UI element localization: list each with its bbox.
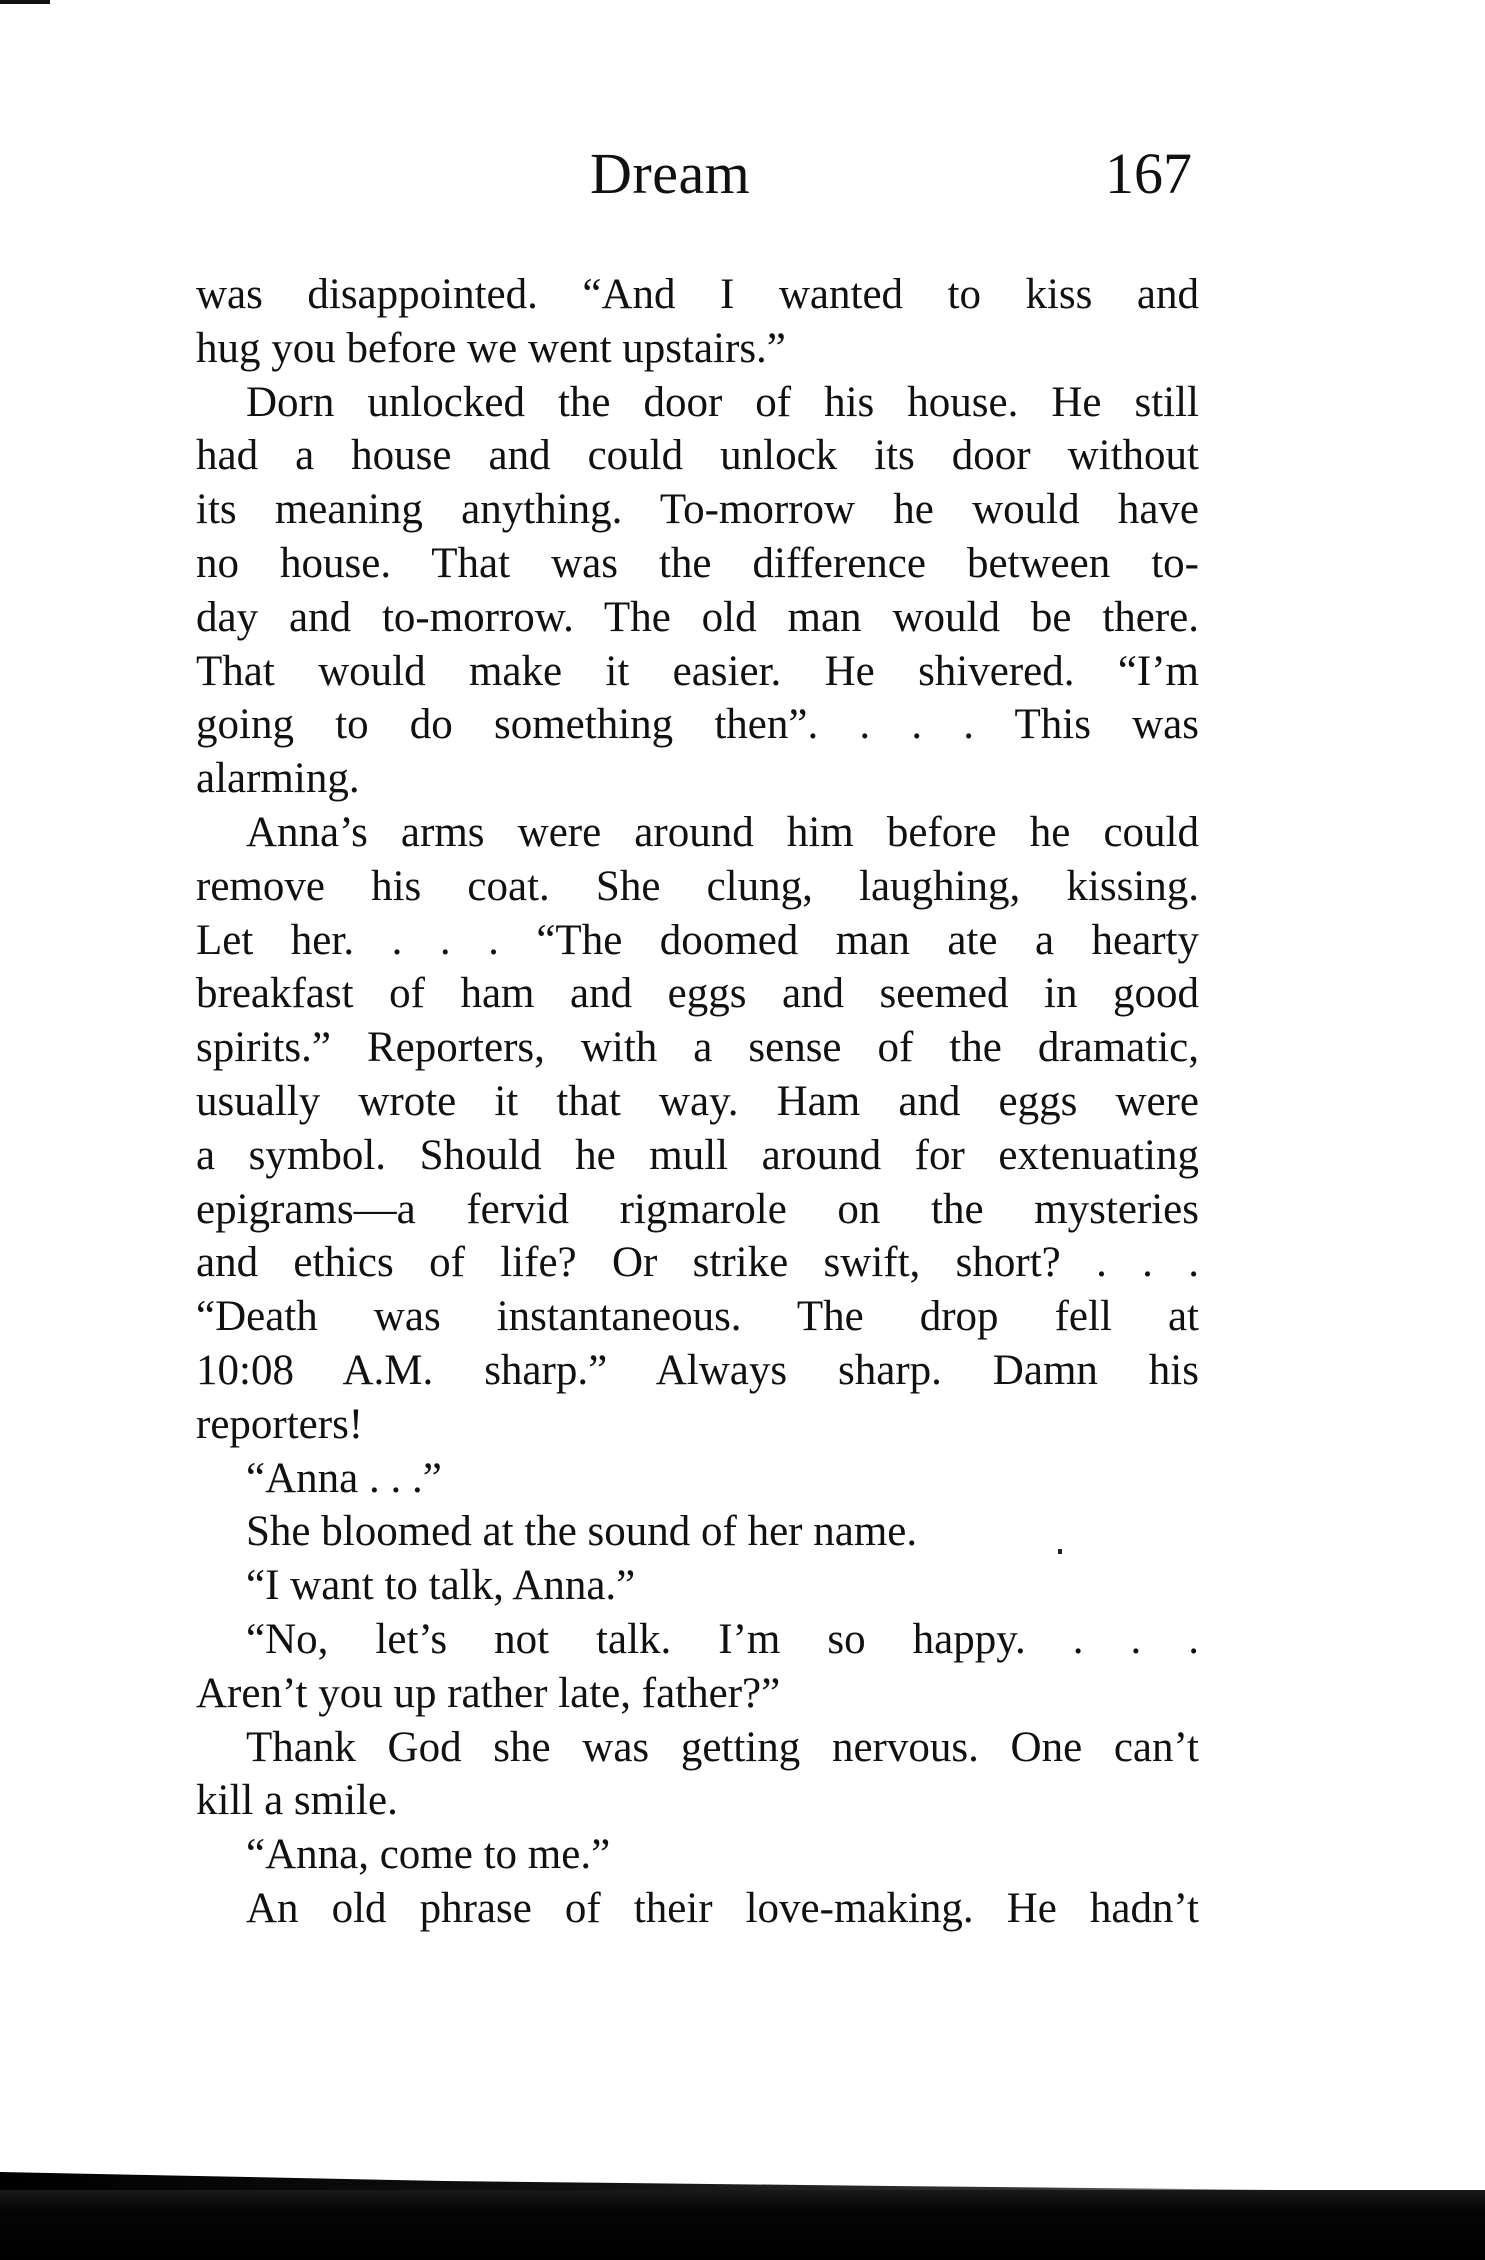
- text-line: hug you before we went upstairs.”: [196, 324, 786, 372]
- text-line: day and to-morrow. The old man would be there.: [196, 593, 1199, 641]
- text-line: Aren’t you up rather late, father?”: [196, 1669, 781, 1717]
- text-line: and ethics of life? Or strike swift, short? . . .: [196, 1239, 1199, 1287]
- text-line: “No, let’s not talk. I’m so happy. . . .: [246, 1615, 1199, 1663]
- stray-ink-mark: [1058, 1549, 1062, 1554]
- text-line: That would make it easier. He shivered. “I’m: [196, 647, 1199, 695]
- text-line: “Death was instantaneous. The drop fell at: [196, 1293, 1199, 1341]
- text-line: breakfast of ham and eggs and seemed in good: [196, 970, 1199, 1018]
- text-line: “I want to talk, Anna.”: [246, 1562, 636, 1610]
- text-line: reporters!: [196, 1400, 364, 1448]
- text-line: usually wrote it that way. Ham and eggs were: [196, 1077, 1199, 1125]
- text-line: “Anna . . .”: [246, 1454, 442, 1502]
- running-head: [0, 140, 1485, 220]
- text-line: alarming.: [196, 755, 360, 803]
- page-title: Dream: [590, 141, 751, 206]
- text-line: An old phrase of their love-making. He hadn’t: [246, 1884, 1199, 1932]
- text-line: its meaning anything. To-morrow he would have: [196, 486, 1199, 534]
- scan-corner-mark: [0, 0, 50, 4]
- text-line: kill a smile.: [196, 1777, 398, 1825]
- page-number: 167: [1105, 141, 1192, 206]
- text-line: “Anna, come to me.”: [246, 1831, 611, 1879]
- text-line: She bloomed at the sound of her name.: [246, 1508, 918, 1556]
- text-line: 10:08 A.M. sharp.” Always sharp. Damn his: [196, 1346, 1199, 1394]
- text-line: Dorn unlocked the door of his house. He still: [246, 378, 1199, 426]
- text-line: had a house and could unlock its door without: [196, 432, 1199, 480]
- text-line: no house. That was the difference between to-: [196, 539, 1199, 587]
- scan-bottom-edge: [0, 2190, 1485, 2260]
- body-text: [196, 268, 1199, 1936]
- text-line: was disappointed. “And I wanted to kiss and: [196, 271, 1199, 318]
- scan-bottom-edge-taper: [0, 2172, 1485, 2192]
- text-line: Thank God she was getting nervous. One can’t: [246, 1723, 1199, 1771]
- text-line: Anna’s arms were around him before he could: [246, 808, 1199, 856]
- text-line: a symbol. Should he mull around for extenuating: [196, 1131, 1199, 1179]
- text-line: spirits.” Reporters, with a sense of the dramatic,: [196, 1024, 1199, 1072]
- text-line: epigrams—a fervid rigmarole on the mysteries: [196, 1185, 1199, 1233]
- text-line: remove his coat. She clung, laughing, kissing.: [196, 862, 1199, 910]
- text-line: Let her. . . . “The doomed man ate a hearty: [196, 916, 1199, 964]
- text-line: going to do something then”. . . . This was: [196, 701, 1199, 749]
